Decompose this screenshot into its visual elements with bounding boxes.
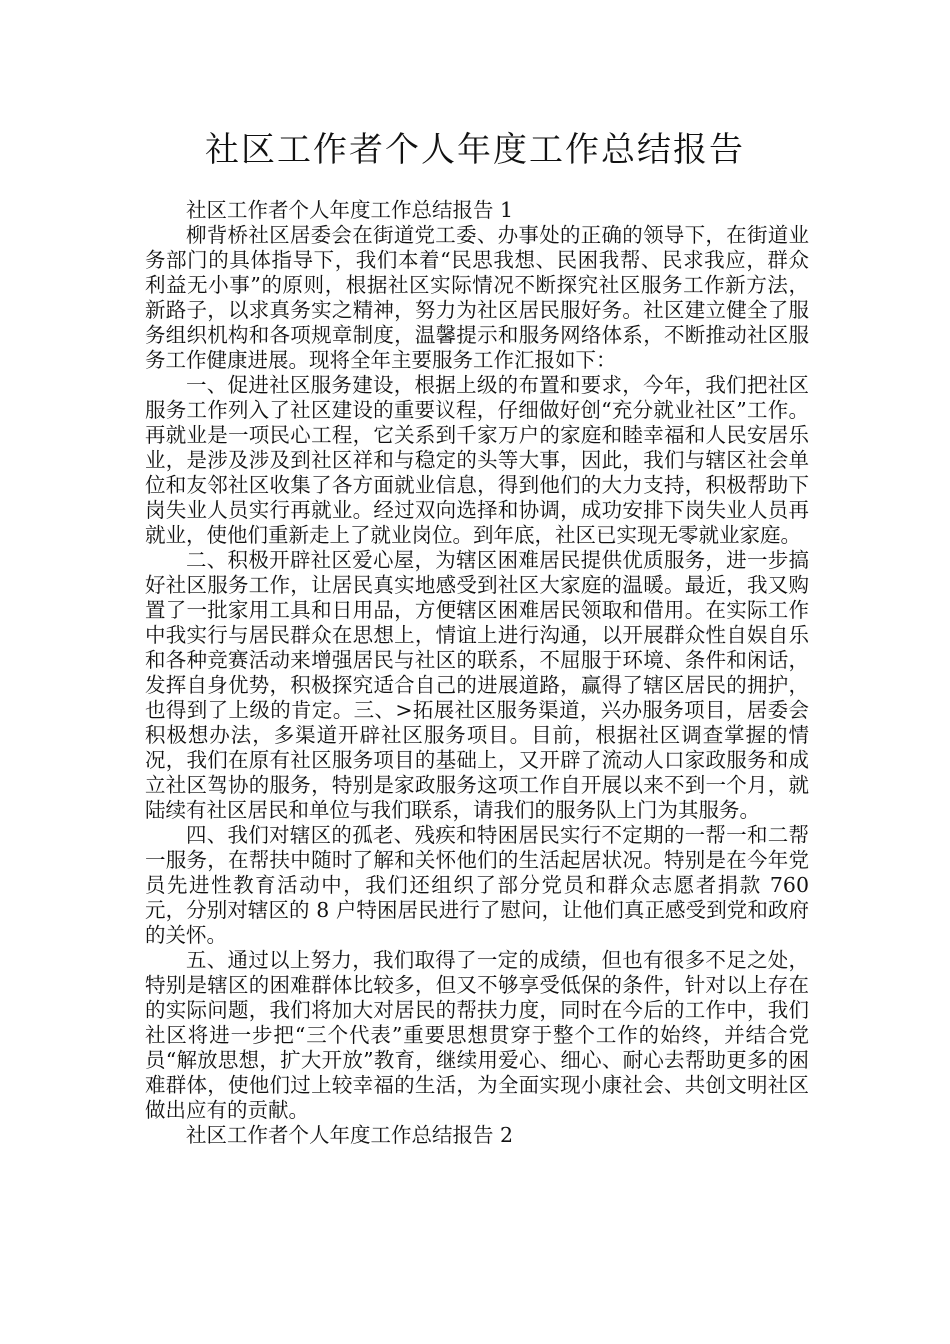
paragraph-4: 四、我们对辖区的孤老、残疾和特困居民实行不定期的一帮一和二帮一服务，在帮扶中随时了解和关怀他们的生活起居状况。特别是在今年党员先进性教育活动中，我们还组织了部分党员和群众志愿者捐款 760 元，分别对辖区的 8 户特困居民进行了慰问，让他们真正感受到党和政府的关怀。 (145, 823, 809, 947)
paragraph-1: 一、促进社区服务建设，根据上级的布置和要求，今年，我们把社区服务工作列入了社区建设的重要议程，仔细做好创“充分就业社区”工作。再就业是一项民心工程，它关系到千家万户的家庭和睦幸福和人民安居乐业，是涉及涉及到社区祥和与稳定的头等大事，因此，我们与辖区社会单位和友邻社区收集了各方面就业信息，得到他们的大力支持，积极帮助下岗失业人员实行再就业。经过双向选择和协调，成功安排下岗失业人员再就业，使他们重新走上了就业岗位。到年底，社区已实现无零就业家庭。 (145, 373, 809, 547)
intro-paragraph: 柳背桥社区居委会在街道党工委、办事处的正确的领导下，在街道业务部门的具体指导下，我们本着“民思我想、民困我帮、民求我应，群众利益无小事”的原则，根据社区实际情况不断探究社区服务工作新方法，新路子，以求真务实之精神，努力为社区居民服好务。社区建立健全了服务组织机构和各项规章制度，温馨提示和服务网络体系，不断推动社区服务工作健康进展。现将全年主要服务工作汇报如下： (145, 223, 809, 372)
paragraph-5: 五、通过以上努力，我们取得了一定的成绩，但也有很多不足之处，特别是辖区的困难群体比较多，但又不够享受低保的条件，针对以上存在的实际问题，我们将加大对居民的帮扶力度，同时在今后的工作中，我们社区将进一步把“三个代表”重要思想贯穿于整个工作的始终，并结合党员“解放思想，扩大开放”教育，继续用爱心、细心、耐心去帮助更多的困难群体，使他们过上较幸福的生活，为全面实现小康社会、共创文明社区做出应有的贡献。 (145, 948, 809, 1122)
section-heading-2: 社区工作者个人年度工作总结报告 2 (186, 1123, 514, 1147)
document-body (145, 198, 809, 1148)
paragraph-2: 二、积极开辟社区爱心屋，为辖区困难居民提供优质服务，进一步搞好社区服务工作，让居民真实地感受到社区大家庭的温暖。最近，我又购置了一批家用工具和日用品，方便辖区困难居民领取和借用。在实际工作中我实行与居民群众在思想上，情谊上进行沟通，以开展群众性自娱自乐和各种竞赛活动来增强居民与社区的联系，不屈服于环境、条件和闲话，发挥自身优势，积极探究适合自己的进展道路，赢得了辖区居民的拥护，也得到了上级的肯定。三、>拓展社区服务渠道，兴办服务项目，居委会积极想办法，多渠道开辟社区服务项目。目前，根据社区调查掌握的情况，我们在原有社区服务项目的基础上，又开辟了流动人口家政服务和成立社区驾协的服务，特别是家政服务这项工作自开展以来不到一个月，就陆续有社区居民和单位与我们联系，请我们的服务队上门为其服务。 (145, 548, 809, 822)
section-heading-1: 社区工作者个人年度工作总结报告 1 (186, 198, 514, 222)
document-title: 社区工作者个人年度工作总结报告 (205, 130, 745, 170)
